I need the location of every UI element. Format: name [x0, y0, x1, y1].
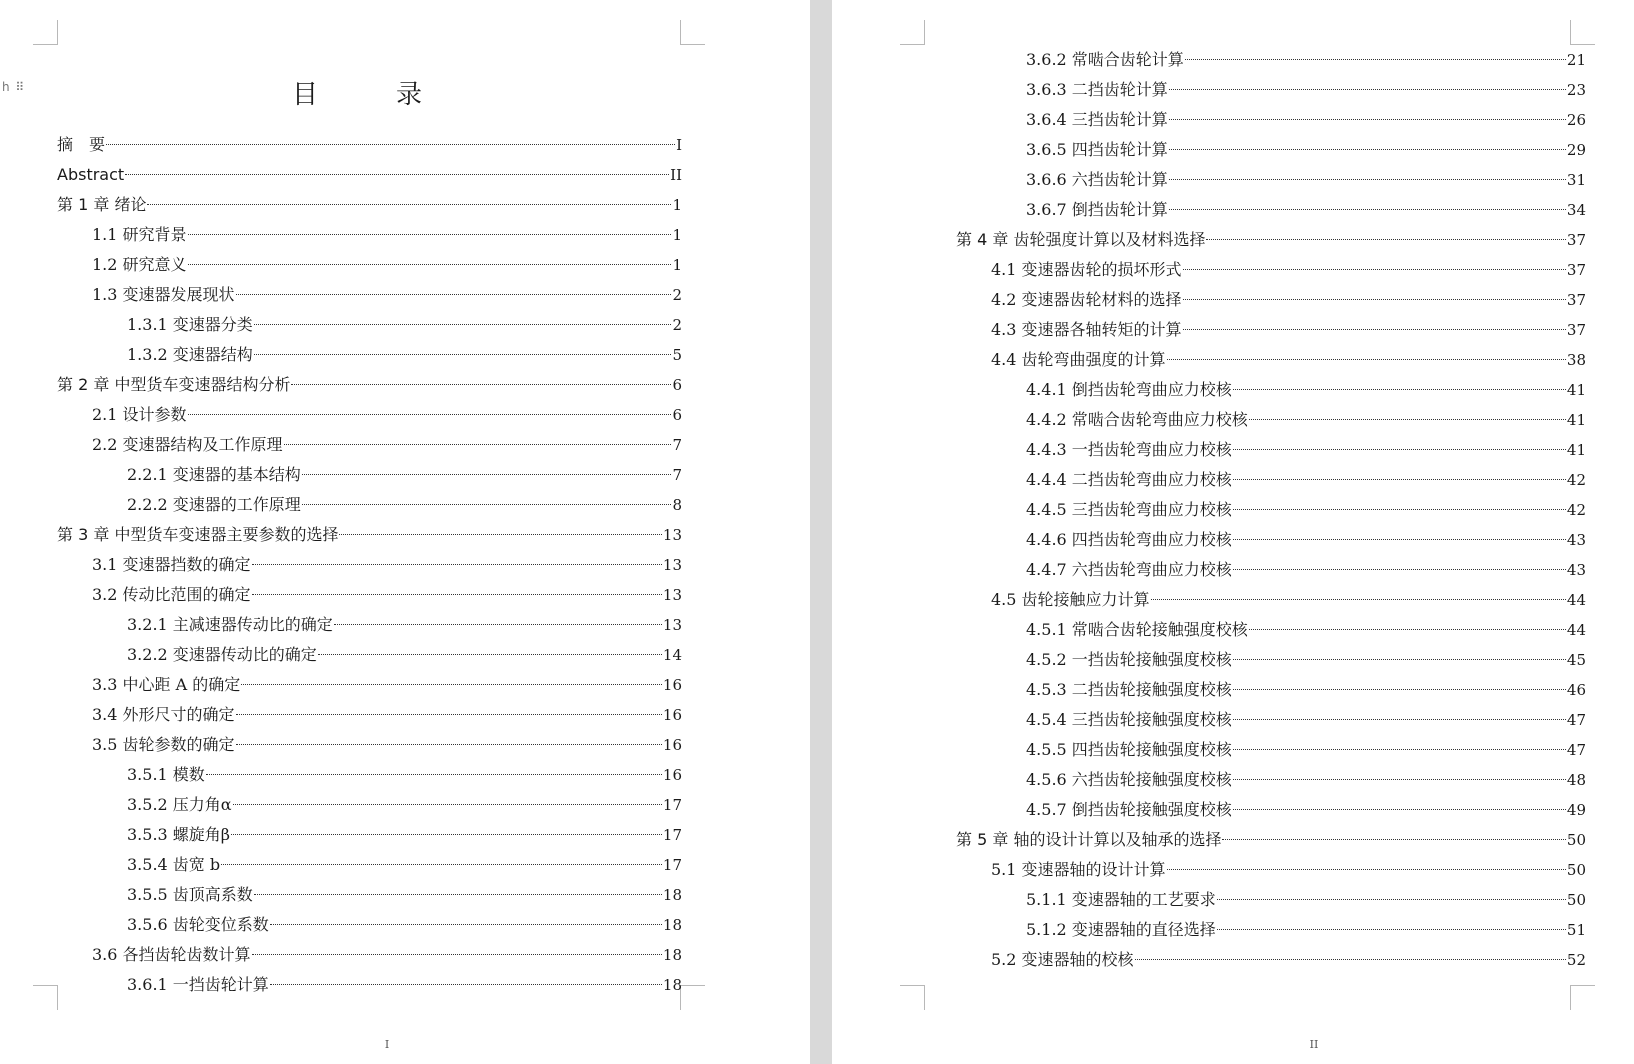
toc-entry-page: 47	[1566, 711, 1586, 729]
toc-entry-label: 5.1.1 变速器轴的工艺要求	[1026, 890, 1216, 909]
drag-handle-icon[interactable]: h ⠿	[2, 80, 26, 94]
dot-leader	[1233, 658, 1566, 660]
toc-entry-page: 18	[662, 886, 682, 904]
toc-entry[interactable]	[956, 885, 1586, 915]
toc-entry[interactable]	[57, 640, 682, 670]
toc-entry-label: 2.2.2 变速器的工作原理	[127, 495, 301, 514]
toc-entry-page: 1	[672, 226, 682, 244]
toc-entry[interactable]	[956, 705, 1586, 735]
toc-entry-label: 3.4 外形尺寸的确定	[92, 705, 235, 724]
toc-entry-page: 34	[1566, 201, 1586, 219]
toc-entry-label: 4.4.2 常啮合齿轮弯曲应力校核	[1026, 410, 1248, 429]
toc-entry-label: 3.5.5 齿顶高系数	[127, 885, 253, 904]
toc-entry-page: 16	[662, 766, 682, 784]
toc-entry[interactable]	[57, 130, 682, 160]
toc-entry-page: 13	[662, 526, 682, 544]
toc-entry-page: 50	[1566, 891, 1586, 909]
toc-entry-page: 7	[672, 466, 682, 484]
toc-entry-label: 3.3 中心距 A 的确定	[92, 675, 241, 694]
toc-entry[interactable]	[57, 310, 682, 340]
toc-entry[interactable]	[956, 585, 1586, 615]
dot-leader	[188, 233, 672, 235]
toc-entry-label: 3.1 变速器挡数的确定	[92, 555, 251, 574]
toc-entry[interactable]	[956, 75, 1586, 105]
toc-entry-label: 4.3 变速器各轴转矩的计算	[991, 320, 1182, 339]
dot-leader	[1206, 238, 1565, 240]
toc-entry-label: 第 4 章 齿轮强度计算以及材料选择	[956, 230, 1206, 249]
toc-entry-label: 4.4 齿轮弯曲强度的计算	[991, 350, 1166, 369]
toc-entry-label: 3.6.6 六挡齿轮计算	[1026, 170, 1168, 189]
toc-entry[interactable]	[956, 945, 1586, 975]
toc-entry[interactable]	[57, 880, 682, 910]
toc-entry-page: 17	[662, 796, 682, 814]
toc-entry-label: 1.3 变速器发展现状	[92, 285, 235, 304]
toc-entry-label: 2.2.1 变速器的基本结构	[127, 465, 301, 484]
dot-leader	[1183, 268, 1566, 270]
toc-entry-page: 49	[1566, 801, 1586, 819]
dot-leader	[231, 833, 662, 835]
dot-leader	[1151, 598, 1566, 600]
toc-entry-label: 3.5.1 模数	[127, 765, 205, 784]
toc-entry-page: 43	[1566, 561, 1586, 579]
dot-leader	[1233, 808, 1566, 810]
toc-entry-page: 14	[662, 646, 682, 664]
toc-entry[interactable]	[956, 45, 1586, 75]
toc-entry-label: 4.5.6 六挡齿轮接触强度校核	[1026, 770, 1232, 789]
toc-entry-page: 23	[1566, 81, 1586, 99]
toc-entry-label: 第 2 章 中型货车变速器结构分析	[57, 375, 291, 394]
crop-mark	[680, 985, 705, 1010]
toc-entry[interactable]	[57, 730, 682, 760]
toc-entry[interactable]	[956, 825, 1586, 855]
dot-leader	[1233, 478, 1566, 480]
dot-leader	[252, 593, 662, 595]
dot-leader	[1233, 388, 1566, 390]
toc-entry[interactable]	[57, 760, 682, 790]
toc-entry-page: 18	[662, 946, 682, 964]
toc-entry-label: 3.5 齿轮参数的确定	[92, 735, 235, 754]
toc-entry-page: 17	[662, 856, 682, 874]
toc-entry[interactable]	[57, 400, 682, 430]
dot-leader	[1183, 298, 1566, 300]
dot-leader	[254, 893, 662, 895]
toc-entry-page: 41	[1566, 411, 1586, 429]
toc-entry-page: 31	[1566, 171, 1586, 189]
toc-entry[interactable]	[57, 520, 682, 550]
toc-entry-label: 4.4.5 三挡齿轮弯曲应力校核	[1026, 500, 1232, 519]
toc-entry[interactable]	[57, 190, 682, 220]
dot-leader	[1249, 628, 1566, 630]
toc-entry[interactable]	[956, 285, 1586, 315]
dot-leader	[254, 323, 672, 325]
dot-leader	[1233, 538, 1566, 540]
toc-entry-page: 18	[662, 976, 682, 994]
toc-entry[interactable]	[956, 435, 1586, 465]
page-number-footer: I	[384, 1038, 390, 1051]
toc-entry[interactable]	[57, 670, 682, 700]
toc-entry-page: 29	[1566, 141, 1586, 159]
toc-entry-label: 3.5.4 齿宽 b	[127, 855, 221, 874]
toc-entry-label: 4.5.2 一挡齿轮接触强度校核	[1026, 650, 1232, 669]
toc-entry-label: 4.4.6 四挡齿轮弯曲应力校核	[1026, 530, 1232, 549]
toc-entry-label: 1.3.1 变速器分类	[127, 315, 253, 334]
toc-entry-label: Abstract	[57, 165, 125, 184]
dot-leader	[284, 443, 672, 445]
dot-leader	[1185, 58, 1566, 60]
dot-leader	[254, 353, 672, 355]
toc-entry-label: 第 1 章 绪论	[57, 195, 147, 214]
dot-leader	[302, 503, 672, 505]
toc-entry[interactable]	[956, 855, 1586, 885]
toc-entry-label: 4.4.4 二挡齿轮弯曲应力校核	[1026, 470, 1232, 489]
toc-entry-page: 26	[1566, 111, 1586, 129]
toc-entry[interactable]	[57, 820, 682, 850]
toc-entry-page: 42	[1566, 501, 1586, 519]
dot-leader	[236, 743, 662, 745]
toc-entry[interactable]	[57, 700, 682, 730]
dot-leader	[1233, 748, 1566, 750]
toc-entry-label: 4.2 变速器齿轮材料的选择	[991, 290, 1182, 309]
crop-mark	[900, 985, 925, 1010]
page-gap	[810, 0, 832, 1064]
dot-leader	[291, 383, 671, 385]
toc-entry-page: 37	[1566, 231, 1586, 249]
toc-entry-label: 4.5.3 二挡齿轮接触强度校核	[1026, 680, 1232, 699]
toc-entry-page: 51	[1566, 921, 1586, 939]
toc-entry[interactable]	[956, 795, 1586, 825]
toc-entry-label: 3.2.1 主减速器传动比的确定	[127, 615, 333, 634]
toc-entry-label: 5.2 变速器轴的校核	[991, 950, 1134, 969]
toc-list-left	[57, 130, 682, 1000]
crop-mark	[1570, 985, 1595, 1010]
toc-entry-label: 3.5.3 螺旋角β	[127, 825, 231, 844]
toc-entry[interactable]	[956, 225, 1586, 255]
toc-entry-page: 43	[1566, 531, 1586, 549]
toc-entry-page: 7	[672, 436, 682, 454]
toc-entry-label: 4.4.7 六挡齿轮弯曲应力校核	[1026, 560, 1232, 579]
toc-entry[interactable]	[956, 255, 1586, 285]
toc-entry-page: 50	[1566, 831, 1586, 849]
toc-title: 目 录	[291, 80, 448, 110]
toc-entry-page: 37	[1566, 321, 1586, 339]
dot-leader	[1233, 688, 1566, 690]
toc-entry-page: 2	[672, 286, 682, 304]
toc-entry-label: 4.4.3 一挡齿轮弯曲应力校核	[1026, 440, 1232, 459]
dot-leader	[1135, 958, 1566, 960]
dot-leader	[1233, 778, 1566, 780]
dot-leader	[1167, 358, 1566, 360]
toc-entry[interactable]	[57, 430, 682, 460]
crop-mark	[900, 20, 925, 45]
dot-leader	[236, 713, 662, 715]
toc-entry[interactable]	[956, 765, 1586, 795]
toc-entry-label: 5.1.2 变速器轴的直径选择	[1026, 920, 1216, 939]
toc-entry[interactable]	[956, 555, 1586, 585]
dot-leader	[1233, 448, 1566, 450]
toc-entry[interactable]	[956, 915, 1586, 945]
toc-entry-page: 6	[672, 376, 682, 394]
toc-entry-label: 3.2.2 变速器传动比的确定	[127, 645, 317, 664]
toc-entry-label: 摘 要	[57, 135, 106, 154]
toc-entry-label: 4.5 齿轮接触应力计算	[991, 590, 1150, 609]
toc-entry-page: 48	[1566, 771, 1586, 789]
dot-leader	[1169, 178, 1566, 180]
toc-entry-page: 2	[672, 316, 682, 334]
dot-leader	[270, 983, 662, 985]
toc-entry-page: 1	[672, 196, 682, 214]
dot-leader	[106, 143, 675, 145]
toc-entry-page: 44	[1566, 621, 1586, 639]
dot-leader	[236, 293, 672, 295]
toc-entry-page: 5	[672, 346, 682, 364]
toc-entry[interactable]	[57, 340, 682, 370]
dot-leader	[1169, 88, 1566, 90]
toc-entry-label: 3.6.3 二挡齿轮计算	[1026, 80, 1168, 99]
dot-leader	[1233, 508, 1566, 510]
crop-mark	[33, 20, 58, 45]
toc-entry-page: 37	[1566, 261, 1586, 279]
toc-entry-page: 13	[662, 616, 682, 634]
toc-entry[interactable]	[57, 220, 682, 250]
dot-leader	[206, 773, 662, 775]
toc-entry[interactable]	[57, 580, 682, 610]
crop-mark	[680, 20, 705, 45]
toc-entry[interactable]	[57, 160, 682, 190]
toc-entry-label: 3.6.2 常啮合齿轮计算	[1026, 50, 1184, 69]
dot-leader	[252, 953, 662, 955]
toc-entry-label: 1.1 研究背景	[92, 225, 187, 244]
dot-leader	[1233, 568, 1566, 570]
toc-entry-label: 3.5.2 压力角α	[127, 795, 232, 814]
toc-entry[interactable]	[956, 495, 1586, 525]
dot-leader	[318, 653, 662, 655]
toc-entry-page: 42	[1566, 471, 1586, 489]
toc-entry[interactable]	[57, 940, 682, 970]
dot-leader	[1169, 148, 1566, 150]
toc-entry[interactable]	[57, 490, 682, 520]
toc-entry-page: 38	[1566, 351, 1586, 369]
toc-entry[interactable]	[956, 375, 1586, 405]
toc-entry[interactable]	[956, 345, 1586, 375]
dot-leader	[1249, 418, 1566, 420]
dot-leader	[241, 683, 662, 685]
toc-entry-page: 13	[662, 556, 682, 574]
toc-entry[interactable]	[956, 135, 1586, 165]
toc-entry-page: I	[676, 136, 682, 154]
dot-leader	[188, 413, 672, 415]
dot-leader	[125, 173, 669, 175]
toc-entry[interactable]	[57, 610, 682, 640]
page-number-footer: II	[1309, 1038, 1319, 1051]
toc-entry-page: 16	[662, 706, 682, 724]
dot-leader	[1217, 898, 1566, 900]
toc-entry[interactable]	[956, 315, 1586, 345]
toc-entry[interactable]	[956, 405, 1586, 435]
toc-entry[interactable]	[57, 550, 682, 580]
toc-entry[interactable]	[57, 910, 682, 940]
toc-entry-label: 3.6.4 三挡齿轮计算	[1026, 110, 1168, 129]
toc-entry-label: 4.1 变速器齿轮的损坏形式	[991, 260, 1182, 279]
toc-entry-page: 41	[1566, 381, 1586, 399]
crop-mark	[1570, 20, 1595, 45]
dot-leader	[1167, 868, 1566, 870]
toc-entry[interactable]	[57, 250, 682, 280]
dot-leader	[1169, 208, 1566, 210]
toc-entry-page: 45	[1566, 651, 1586, 669]
toc-entry[interactable]	[57, 280, 682, 310]
toc-entry[interactable]	[956, 165, 1586, 195]
dot-leader	[1183, 328, 1566, 330]
toc-entry-label: 2.2 变速器结构及工作原理	[92, 435, 283, 454]
toc-entry[interactable]	[956, 525, 1586, 555]
dot-leader	[233, 803, 662, 805]
toc-entry-page: 6	[672, 406, 682, 424]
crop-mark	[33, 985, 58, 1010]
toc-entry-page: 8	[672, 496, 682, 514]
toc-entry-label: 4.5.5 四挡齿轮接触强度校核	[1026, 740, 1232, 759]
toc-entry-page: 18	[662, 916, 682, 934]
toc-entry-label: 1.2 研究意义	[92, 255, 187, 274]
toc-entry-page: 47	[1566, 741, 1586, 759]
dot-leader	[221, 863, 662, 865]
dot-leader	[1169, 118, 1566, 120]
toc-entry-label: 2.1 设计参数	[92, 405, 187, 424]
toc-entry-label: 3.2 传动比范围的确定	[92, 585, 251, 604]
toc-entry-label: 3.6 各挡齿轮齿数计算	[92, 945, 251, 964]
toc-entry-label: 4.5.4 三挡齿轮接触强度校核	[1026, 710, 1232, 729]
dot-leader	[147, 203, 671, 205]
dot-leader	[1233, 718, 1566, 720]
toc-entry-label: 3.6.5 四挡齿轮计算	[1026, 140, 1168, 159]
toc-entry[interactable]	[956, 105, 1586, 135]
document-page-right	[832, 0, 1634, 1064]
toc-entry-page: 13	[662, 586, 682, 604]
dot-leader	[334, 623, 662, 625]
toc-entry-page: 21	[1566, 51, 1586, 69]
dot-leader	[270, 923, 662, 925]
dot-leader	[252, 563, 662, 565]
toc-entry-page: 46	[1566, 681, 1586, 699]
toc-entry[interactable]	[956, 195, 1586, 225]
toc-entry[interactable]	[956, 615, 1586, 645]
toc-entry-page: 1	[672, 256, 682, 274]
toc-entry[interactable]	[956, 735, 1586, 765]
toc-entry-label: 4.4.1 倒挡齿轮弯曲应力校核	[1026, 380, 1232, 399]
toc-entry-label: 4.5.7 倒挡齿轮接触强度校核	[1026, 800, 1232, 819]
document-page-left	[0, 0, 810, 1064]
toc-entry[interactable]	[57, 370, 682, 400]
toc-entry-page: II	[670, 166, 682, 184]
toc-entry-label: 5.1 变速器轴的设计计算	[991, 860, 1166, 879]
toc-entry[interactable]	[956, 675, 1586, 705]
toc-entry-page: 16	[662, 736, 682, 754]
dot-leader	[339, 533, 661, 535]
toc-entry[interactable]	[57, 460, 682, 490]
toc-entry-page: 41	[1566, 441, 1586, 459]
dot-leader	[1217, 928, 1566, 930]
toc-entry-label: 3.5.6 齿轮变位系数	[127, 915, 269, 934]
toc-entry-page: 37	[1566, 291, 1586, 309]
toc-entry-label: 3.6.1 一挡齿轮计算	[127, 975, 269, 994]
toc-entry-label: 1.3.2 变速器结构	[127, 345, 253, 364]
toc-entry-label: 3.6.7 倒挡齿轮计算	[1026, 200, 1168, 219]
toc-entry-page: 17	[662, 826, 682, 844]
toc-list-right	[956, 45, 1586, 975]
toc-entry-page: 52	[1566, 951, 1586, 969]
toc-entry-page: 44	[1566, 591, 1586, 609]
toc-entry[interactable]	[57, 970, 682, 1000]
dot-leader	[188, 263, 672, 265]
toc-entry[interactable]	[57, 790, 682, 820]
toc-entry-label: 4.5.1 常啮合齿轮接触强度校核	[1026, 620, 1248, 639]
toc-entry-label: 第 5 章 轴的设计计算以及轴承的选择	[956, 830, 1222, 849]
toc-entry[interactable]	[956, 645, 1586, 675]
toc-entry[interactable]	[57, 850, 682, 880]
toc-entry-label: 第 3 章 中型货车变速器主要参数的选择	[57, 525, 339, 544]
dot-leader	[302, 473, 672, 475]
toc-entry-page: 50	[1566, 861, 1586, 879]
toc-entry[interactable]	[956, 465, 1586, 495]
toc-entry-page: 16	[662, 676, 682, 694]
dot-leader	[1222, 838, 1565, 840]
